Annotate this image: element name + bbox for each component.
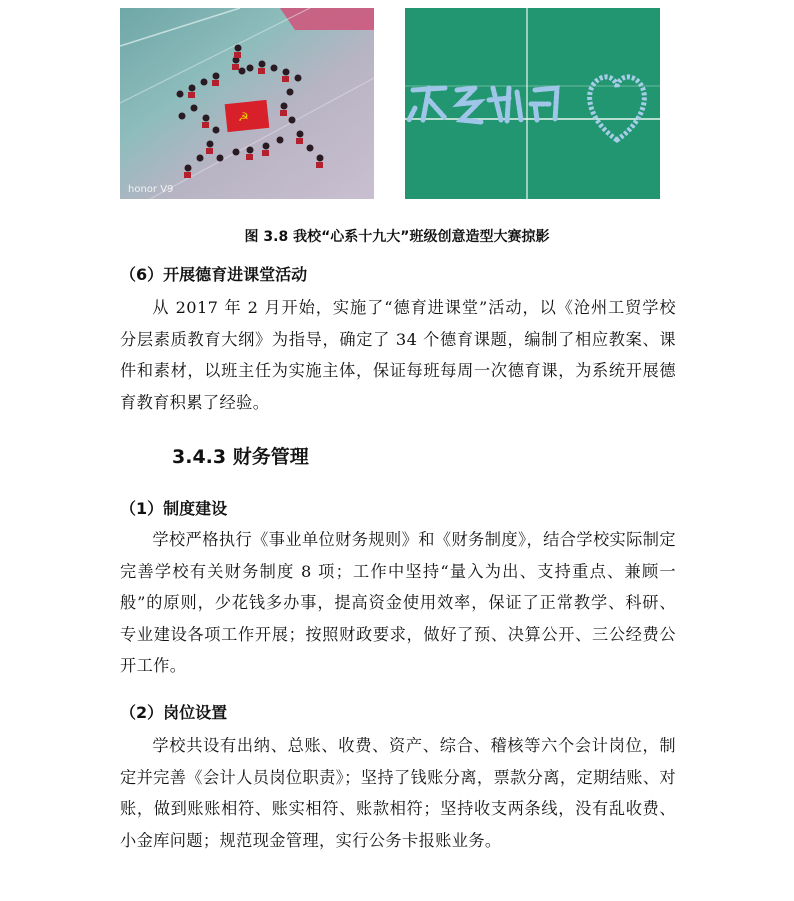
svg-text:☭: ☭ (238, 110, 249, 124)
system-construction-paragraph: 学校严格执行《事业单位财务规则》和《财务制度》，结合学校实际制定完善学校有关财务制度 8 项；工作中坚持“量入为出、支持重点、兼顾一般”的原则，少花钱多办事，提高资金使用效率，保证了正常教学、科研、专业建设各项工作开展；按照财政要求，做好了预、决算公开、三公经费公开工作。 (120, 530, 676, 676)
post-setting-paragraph: 学校共设有出纳、总账、收费、资产、综合、稽核等六个会计岗位，制定并完善《会计人员岗位职责》；坚持了钱账分离，票款分离，定期结账、对账，做到账账相符、账实相符、账款相符；坚持收支两条线，没有乱收费、小金库问题；规范现金管理，实行公务卡报账业务。 (120, 736, 676, 850)
moral-education-paragraph: 从 2017 年 2 月开始，实施了“德育进课堂”活动，以《沧州工贸学校分层素质教育大纲》为指导，确定了 34 个德育课题，编制了相应教案、课件和素材，以班主任为实施主体，保证每班每周一次德育课，为系统开展德育教育积累了经验。 (120, 298, 676, 412)
heart-formation-photo (405, 8, 660, 199)
figure-caption: 图 3.8 我校“心系十九大”班级创意造型大赛掠影 (244, 229, 550, 245)
finance-management-heading: 3.4.3 财务管理 (172, 446, 309, 468)
star-formation-photo (120, 8, 374, 199)
moral-education-heading: （6）开展德育进课堂活动 (120, 265, 308, 284)
system-construction-heading: （1）制度建设 (120, 499, 228, 518)
post-setting-heading: （2）岗位设置 (120, 703, 228, 722)
watermark-text: honor V9 (128, 184, 174, 195)
